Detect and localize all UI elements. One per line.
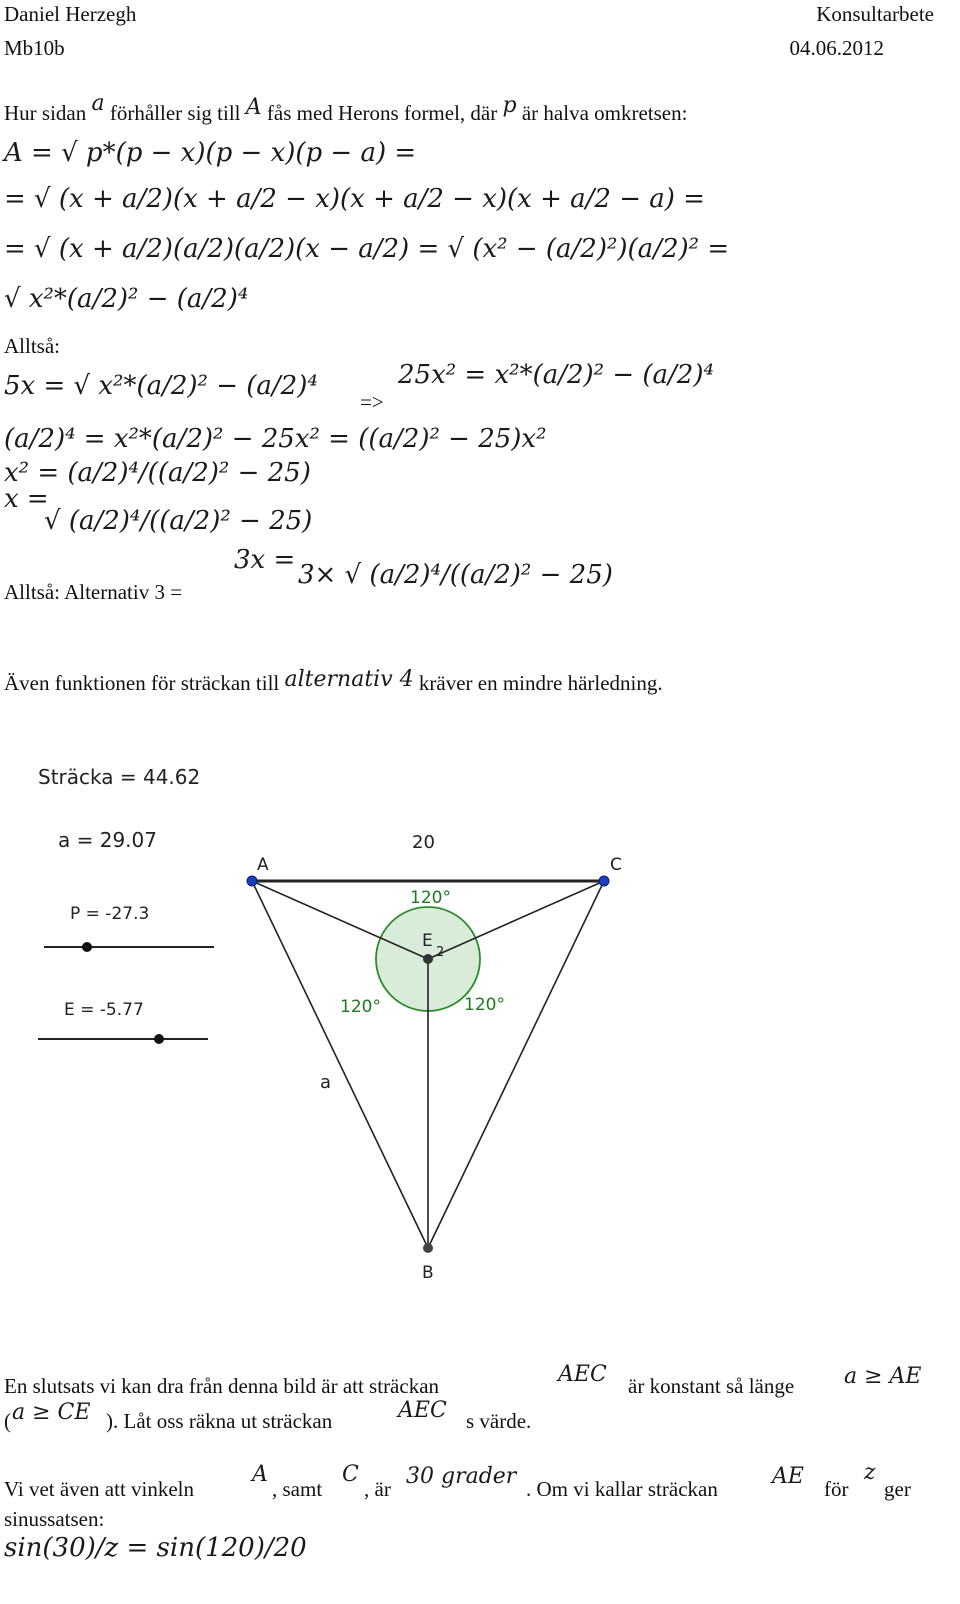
math-AEC-2: AEC <box>398 1398 447 1423</box>
conclusion-line-1 <box>4 1374 439 1399</box>
intro-line <box>4 91 688 126</box>
side-AC-length: 20 <box>412 832 435 853</box>
author-name: Daniel Herzegh <box>4 2 137 26</box>
label-E: E <box>422 931 433 951</box>
point-C[interactable] <box>599 876 609 886</box>
conclusion-text-1: En slutsats vi kan dra från denna bild är att sträckan <box>4 1374 440 1398</box>
angle-right-label: 120° <box>464 995 505 1015</box>
conclusion-text-3: ( <box>4 1409 11 1433</box>
implies-arrow: => <box>360 390 384 414</box>
section2-text-2: kräver en mindre härledning. <box>418 671 663 695</box>
p-slider-label: P = -27.3 <box>70 904 150 924</box>
intro-text-2: förhåller sig till <box>109 101 241 125</box>
point-B[interactable] <box>423 1243 433 1253</box>
point-A[interactable] <box>247 876 257 886</box>
math-angle-A: A <box>252 1462 268 1487</box>
conclusion-text-5: s värde. <box>466 1409 532 1433</box>
alltsa-label: Alltså: <box>4 334 60 358</box>
a-value: a = 29.07 <box>58 828 157 852</box>
equation-x-squared: x² = (a/2)⁴/((a/2)² − 25) <box>4 458 311 488</box>
heron-line-3: = √ (x + a/2)(a/2)(a/2)(x − a/2) = √ (x² − (a/2)²)(a/2)² = <box>4 234 730 264</box>
heron-line-2: = √ (x + a/2)(x + a/2 − x)(x + a/2 − x)(x + a/2 − a) = <box>4 184 705 214</box>
equation-x-lhs: x = <box>4 484 49 514</box>
label-A: A <box>257 855 269 875</box>
final-text-3: , är <box>364 1477 391 1501</box>
section-alternativ-4 <box>4 667 663 696</box>
equation-rearranged: (a/2)⁴ = x²*(a/2)² − 25x² = ((a/2)² − 25)x² <box>4 424 547 454</box>
angle-left-label: 120° <box>340 997 381 1017</box>
label-C: C <box>610 855 622 875</box>
conclusion-text-2: är konstant så länge <box>628 1374 795 1398</box>
math-30-grader: 30 grader <box>406 1464 517 1489</box>
math-z: z <box>864 1460 876 1485</box>
final-text-4: . Om vi kallar sträckan <box>526 1477 718 1501</box>
p-slider-handle[interactable] <box>82 942 92 952</box>
math-AEC-1: AEC <box>558 1362 607 1387</box>
side-a-label: a <box>320 1072 332 1093</box>
alternativ-3-label: Alltså: Alternativ 3 = <box>4 580 183 604</box>
final-text-6: ger <box>884 1477 911 1501</box>
math-angle-C: C <box>342 1462 359 1487</box>
math-a-geq-AE: a ≥ AE <box>844 1364 922 1389</box>
math-a-geq-CE: a ≥ CE <box>12 1400 91 1425</box>
math-AE: AE <box>772 1464 804 1489</box>
final-text-1: Vi vet även att vinkeln <box>4 1477 195 1501</box>
var-a: a <box>91 91 105 116</box>
sine-rule-equation: sin(30)/z = sin(120)/20 <box>4 1533 307 1563</box>
document-type: Konsultarbete <box>816 2 934 26</box>
e-slider-handle[interactable] <box>154 1034 164 1044</box>
var-p: p <box>502 93 517 118</box>
label-B: B <box>422 1263 434 1283</box>
document-date: 04.06.2012 <box>789 36 884 60</box>
sinussatsen-label: sinussatsen: <box>4 1507 105 1531</box>
equation-25x2: 25x² = x²*(a/2)² − (a/2)⁴ <box>398 360 714 390</box>
class-code: Mb10b <box>4 36 65 60</box>
heron-line-1: A = √ p*(p − x)(p − x)(p − a) = <box>4 138 417 168</box>
final-text-5: för <box>824 1477 849 1501</box>
equation-x-rhs: √ (a/2)⁴/((a/2)² − 25) <box>44 506 313 536</box>
e-slider-label: E = -5.77 <box>64 1000 144 1020</box>
var-A: A <box>245 95 262 120</box>
final-text-2: , samt <box>272 1477 323 1501</box>
section2-text-1: Även funktionen för sträckan till <box>4 671 280 695</box>
alternativ-4-math: alternativ 4 <box>284 667 414 692</box>
angle-top-label: 120° <box>410 888 451 908</box>
label-E-subscript: 2 <box>436 945 445 960</box>
stracka-value: Sträcka = 44.62 <box>38 765 201 789</box>
intro-text-4: är halva omkretsen: <box>521 101 688 125</box>
geometry-figure <box>0 820 960 1290</box>
alternativ-3-lhs: 3x = <box>234 545 296 575</box>
intro-text-3: fås med Herons formel, där <box>266 101 498 125</box>
equation-5x: 5x = √ x²*(a/2)² − (a/2)⁴ <box>4 371 318 401</box>
alternativ-3-rhs: 3× √ (a/2)⁴/((a/2)² − 25) <box>298 560 613 590</box>
point-E[interactable] <box>423 954 433 964</box>
conclusion-text-4: ). Låt oss räkna ut sträckan <box>106 1409 333 1433</box>
heron-line-4: √ x²*(a/2)² − (a/2)⁴ <box>4 284 249 314</box>
intro-text-1: Hur sidan <box>4 101 87 125</box>
